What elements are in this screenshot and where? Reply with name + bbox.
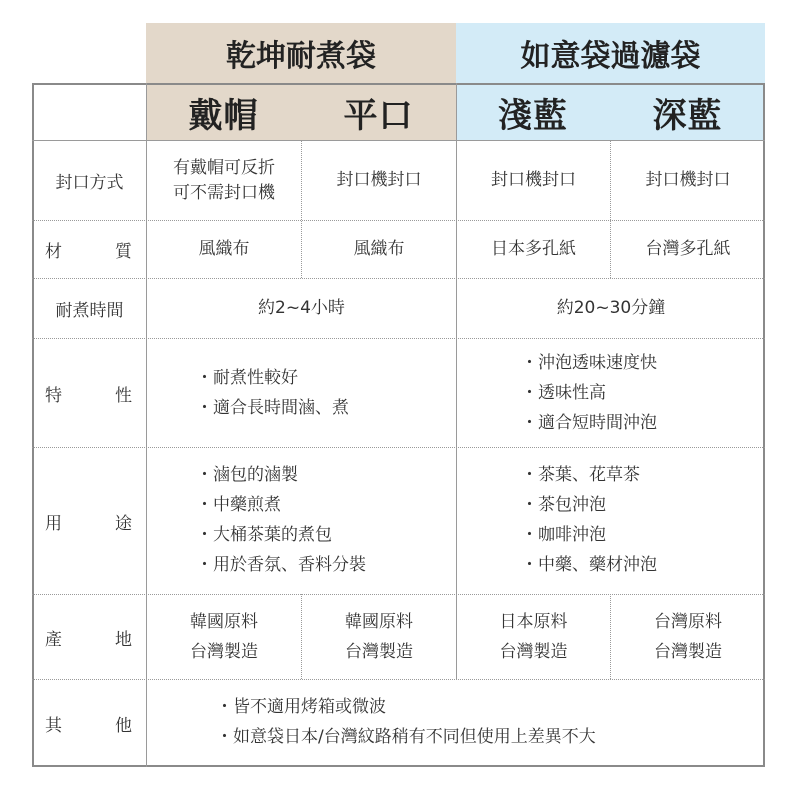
row-label-material-b: 質 — [115, 242, 132, 262]
origin-dark-text: 台灣原料 台灣製造 — [654, 612, 722, 662]
row-label-material-a: 材 — [45, 242, 62, 262]
seal-cap-cell — [147, 141, 301, 220]
row-label-origin-b: 地 — [115, 629, 132, 650]
list-item: ・ 茶葉、花草茶 — [521, 460, 761, 490]
subheader-dark-blue: 深藍 — [652, 95, 723, 136]
header-title-left: 乾坤耐煮袋 — [226, 39, 376, 74]
row-label-origin-a: 產 — [45, 629, 62, 650]
origin-dark-cell — [611, 595, 765, 679]
list-item: ・ 茶包沖泡 — [521, 490, 761, 520]
subheader-light-blue: 淺藍 — [498, 95, 568, 136]
seal-dark-cell: 封口機封口 — [645, 170, 731, 190]
subheader-cap: 戴帽 — [188, 95, 259, 136]
origin-cap-cell — [147, 595, 301, 679]
row-label-usage-b: 途 — [115, 513, 132, 534]
origin-cap-text: 韓國原料 台灣製造 — [190, 612, 258, 662]
list-item: ・ 皆不適用烤箱或微波 — [216, 692, 761, 722]
row-label-other — [33, 680, 146, 766]
list-item: ・ 耐煮性較好 — [196, 363, 446, 393]
list-item: ・ 中藥煎煮 — [196, 490, 451, 520]
row-label-material — [33, 221, 146, 278]
row-label-other-b: 他 — [115, 715, 132, 736]
row-label-feature — [33, 339, 146, 447]
origin-light-cell — [457, 595, 610, 679]
list-item: ・ 大桶茶葉的煮包 — [196, 520, 451, 550]
usage-right-list — [521, 460, 761, 580]
list-item: ・ 用於香氛、香料分裝 — [196, 550, 451, 580]
list-item: ・ 中藥、藥材沖泡 — [521, 550, 761, 580]
feature-left-list — [196, 363, 446, 423]
origin-flat-text: 韓國原料 台灣製造 — [345, 612, 413, 662]
list-item: ・ 滷包的滷製 — [196, 460, 451, 490]
other-list — [216, 692, 761, 752]
list-item: ・ 適合短時間沖泡 — [521, 408, 761, 438]
origin-flat-cell — [302, 595, 456, 679]
row-label-boil-time: 耐煮時間 — [55, 301, 124, 321]
list-item: ・ 透味性高 — [521, 378, 761, 408]
material-cap-cell: 風織布 — [198, 239, 250, 259]
feature-right-list — [521, 348, 761, 438]
list-item: ・ 適合長時間滷、煮 — [196, 393, 446, 423]
header-title-right: 如意袋過濾袋 — [520, 39, 701, 74]
list-item: ・ 如意袋日本/台灣紋路稍有不同但使用上差異不大 — [216, 722, 761, 752]
material-flat-cell: 風織布 — [353, 239, 405, 259]
material-light-cell: 日本多孔紙 — [491, 239, 576, 259]
seal-flat-cell: 封口機封口 — [336, 170, 422, 190]
row-label-seal: 封口方式 — [55, 173, 124, 193]
row-label-origin — [33, 595, 146, 679]
seal-cap-text: 有戴帽可反折 可不需封口機 — [173, 157, 275, 203]
usage-left-list — [196, 460, 451, 580]
seal-light-cell: 封口機封口 — [491, 170, 576, 190]
boil-time-left: 約2~4小時 — [258, 298, 345, 318]
row-label-other-a: 其 — [45, 715, 62, 736]
origin-light-text: 日本原料 台灣製造 — [499, 612, 568, 662]
row-label-usage-a: 用 — [45, 513, 62, 534]
boil-time-right: 約20~30分鐘 — [556, 298, 666, 318]
row-label-feature-a: 特 — [45, 385, 62, 406]
row-label-feature-b: 性 — [115, 385, 132, 406]
list-item: ・ 沖泡透味速度快 — [521, 348, 761, 378]
material-dark-cell: 台灣多孔紙 — [645, 239, 731, 259]
list-item: ・ 咖啡沖泡 — [521, 520, 761, 550]
subheader-flat: 平口 — [343, 95, 414, 136]
row-label-usage — [33, 448, 146, 594]
